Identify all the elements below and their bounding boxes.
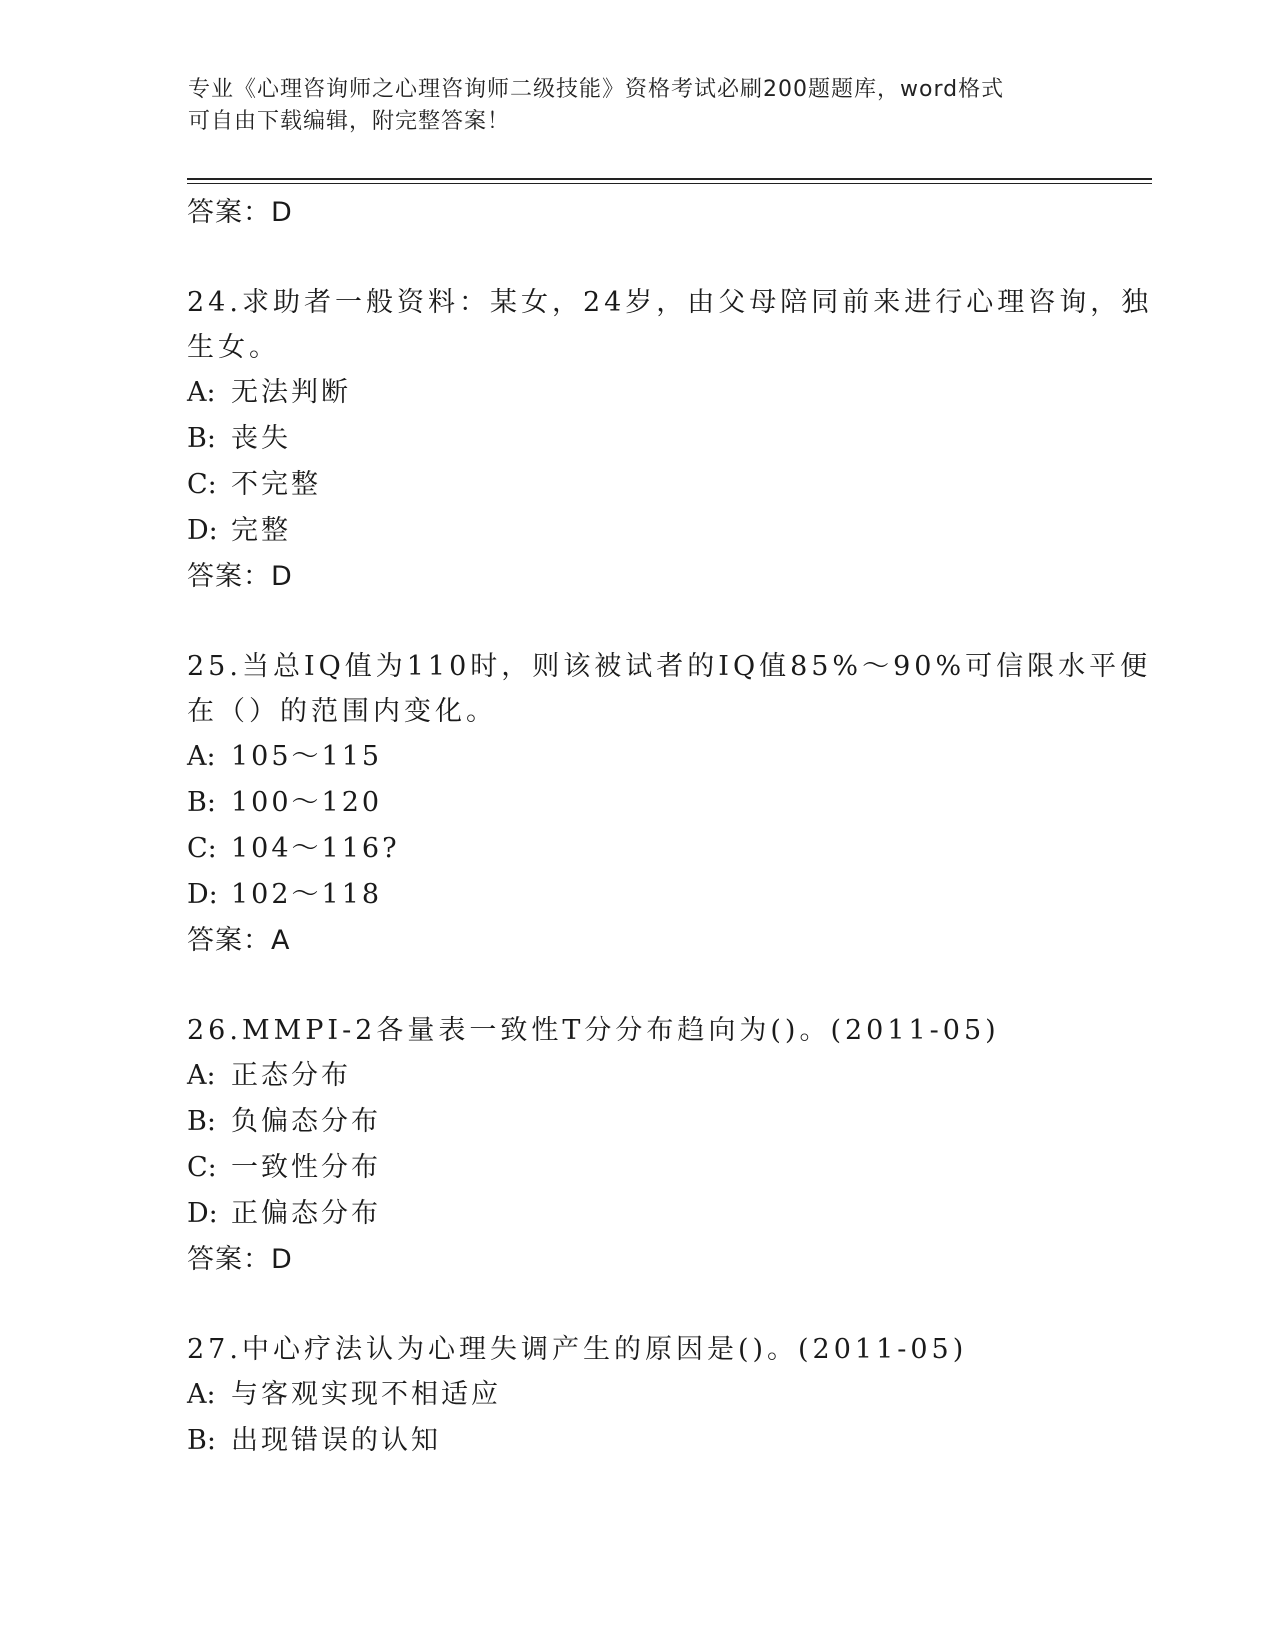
page-header xyxy=(188,74,1088,138)
option-key: D: xyxy=(187,1198,218,1229)
answer-option xyxy=(187,1053,1087,1099)
answer-option xyxy=(187,734,1087,780)
option-key: A: xyxy=(187,1379,216,1410)
answer-option xyxy=(187,780,1087,826)
answer-line: 答案：A xyxy=(187,925,291,956)
option-text: 105～115 xyxy=(231,741,383,772)
answer-option xyxy=(187,1145,1087,1191)
question-stem-line: 25.当总IQ值为110时，则该被试者的IQ值85%～90%可信限水平便 xyxy=(187,651,1152,682)
header-line-2: 可自由下载编辑，附完整答案！ xyxy=(188,109,511,134)
header-line-1: 专业《心理咨询师之心理咨询师二级技能》资格考试必刷200题题库，word格式 xyxy=(188,77,1005,102)
option-key: B: xyxy=(187,1106,216,1137)
answer-option xyxy=(187,508,1087,554)
answer-option xyxy=(187,462,1087,508)
option-text: 负偏态分布 xyxy=(231,1106,381,1137)
answer-line: 答案：D xyxy=(187,561,293,592)
option-key: B: xyxy=(187,1425,216,1456)
option-key: A: xyxy=(187,741,216,772)
option-text: 102～118 xyxy=(231,879,383,910)
option-text: 无法判断 xyxy=(231,377,351,408)
questions-container xyxy=(187,280,1153,1464)
option-text: 100～120 xyxy=(231,787,383,818)
answer-line: 答案：D xyxy=(187,1244,293,1275)
option-key: D: xyxy=(187,879,218,910)
answer-option xyxy=(187,1372,1087,1418)
option-text: 正态分布 xyxy=(231,1060,351,1091)
answer-option xyxy=(187,826,1087,872)
option-text: 正偏态分布 xyxy=(231,1198,381,1229)
option-text: 不完整 xyxy=(231,469,321,500)
question-stem-line: 24.求助者一般资料：某女，24岁，由父母陪同前来进行心理咨询，独 xyxy=(187,287,1153,318)
option-text: 完整 xyxy=(231,515,291,546)
answer-option xyxy=(187,1099,1087,1145)
question-stem xyxy=(187,280,1153,370)
question-block xyxy=(187,280,1153,600)
option-key: D: xyxy=(187,515,218,546)
question-block xyxy=(187,1008,1087,1283)
question-stem-line: 在（）的范围内变化。 xyxy=(187,696,497,727)
question-stem xyxy=(187,1008,1087,1053)
option-text: 104～116? xyxy=(231,833,400,864)
option-key: B: xyxy=(187,423,216,454)
question-stem-line: 27.中心疗法认为心理失调产生的原因是()。(2011-05) xyxy=(187,1334,968,1365)
header-rule-thin xyxy=(187,183,1152,184)
answer-option xyxy=(187,872,1087,918)
option-key: A: xyxy=(187,1060,216,1091)
option-key: C: xyxy=(187,469,217,500)
question-stem xyxy=(187,644,1152,734)
header-rule-thick xyxy=(187,178,1152,180)
question-stem xyxy=(187,1327,1087,1372)
option-key: B: xyxy=(187,787,216,818)
question-block xyxy=(187,644,1152,964)
answer-option xyxy=(187,416,1087,462)
option-key: C: xyxy=(187,833,217,864)
option-text: 出现错误的认知 xyxy=(231,1425,441,1456)
question-stem-line: 生女。 xyxy=(187,332,280,363)
answer-option xyxy=(187,370,1087,416)
previous-answer: 答案：D xyxy=(187,197,293,228)
answer-option xyxy=(187,1191,1087,1237)
question-list xyxy=(187,190,1153,1464)
option-key: C: xyxy=(187,1152,217,1183)
question-stem-line: 26.MMPI-2各量表一致性T分分布趋向为()。(2011-05) xyxy=(187,1015,1000,1046)
answer-option xyxy=(187,1418,1087,1464)
option-text: 丧失 xyxy=(231,423,291,454)
option-text: 与客观实现不相适应 xyxy=(231,1379,501,1410)
question-block xyxy=(187,1327,1087,1464)
option-key: A: xyxy=(187,377,216,408)
option-text: 一致性分布 xyxy=(231,1152,381,1183)
